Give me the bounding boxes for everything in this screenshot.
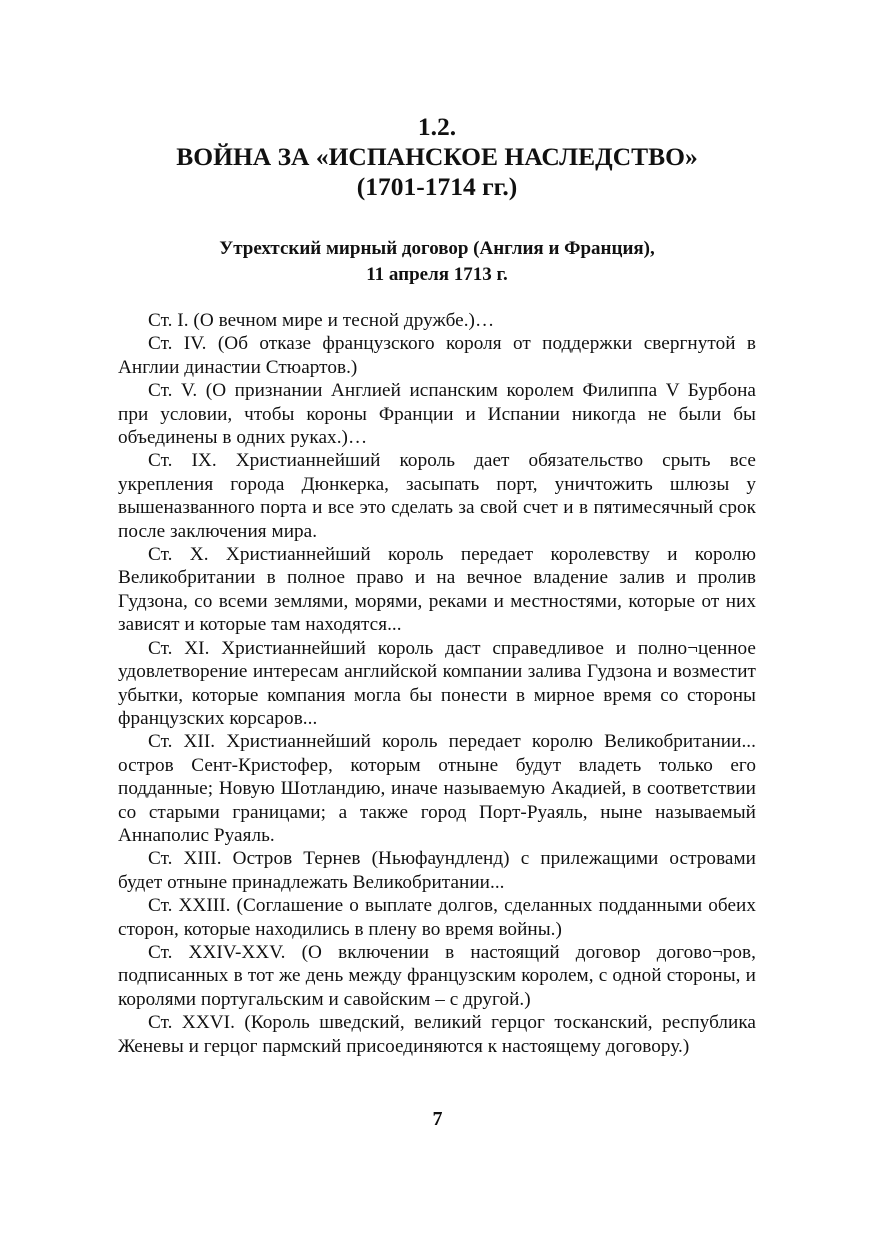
- article-paragraph: Ст. IV. (Об отказе французского короля от поддержки свергнутой в Англии династии Стюартов.): [118, 333, 756, 378]
- article-paragraph: Ст. XXIII. (Соглашение о выплате долгов, сделанных подданными обеих сторон, которые находились в плену во время войны.): [118, 895, 756, 940]
- article-paragraph: Ст. XXVI. (Король шведский, великий герцог тосканский, республика Женевы и герцог пармский присоединяются к настоящему договору.): [118, 1012, 756, 1057]
- article-paragraph: Ст. XII. Христианнейший король передает королю Великобритании... остров Сент-Кристофер, которым отныне будут владеть только его подданные; Новую Шотландию, иначе называемую Акадией, в соответствии со старыми границами; а также город Порт-Руаяль, ныне называемый Аннаполис Руаяль.: [118, 731, 756, 846]
- page-number: 7: [432, 1108, 443, 1130]
- section-title: ВОЙНА ЗА «ИСПАНСКОЕ НАСЛЕДСТВО»: [176, 142, 698, 171]
- article-paragraph: Ст. V. (О признании Англией испанским королем Филиппа V Бурбона при условии, чтобы короны Франции и Испании никогда не были бы объединены в одних руках.)…: [118, 380, 756, 449]
- document-title-line1: Утрехтский мирный договор (Англия и Франция),: [219, 238, 655, 259]
- section-dates: (1701-1714 гг.): [356, 172, 518, 201]
- document-body: [118, 309, 756, 1058]
- document-title: [118, 236, 756, 288]
- article-paragraph: Ст. IX. Христианнейший король дает обязательство срыть все укрепления города Дюнкерка, засыпать порт, уничтожить шлюзы у вышеназванного порта и все это сделать за свой счет и в пятимесячный срок после заключения мира.: [118, 450, 756, 542]
- page-content: [118, 112, 756, 1058]
- article-paragraph: Ст. XIII. Остров Тернев (Ньюфаундленд) с прилежащими островами будет отныне принадлежать Великобритании...: [118, 848, 756, 893]
- document-title-line2: 11 апреля 1713 г.: [366, 264, 508, 285]
- section-number: 1.2.: [417, 112, 457, 141]
- article-paragraph: Ст. X. Христианнейший король передает королевству и королю Великобритании в полное право и на вечное владение залив и пролив Гудзона, со всеми землями, морями, реками и местностями, которые от них зависят и которые там находятся...: [118, 544, 756, 636]
- article-paragraph: Ст. XXIV-XXV. (О включении в настоящий договор догово¬ров, подписанных в тот же день между французским королем, с одной стороны, и королями португальским и савойским – с другой.): [118, 941, 756, 1010]
- article-paragraph: Ст. XI. Христианнейший король даст справедливое и полно¬ценное удовлетворение интересам английской компании залива Гудзона и возместит убытки, которые компания могла бы понести в мирное время со стороны французских корсаров...: [118, 637, 756, 729]
- article-paragraph: Ст. I. (О вечном мире и тесной дружбе.)…: [148, 310, 495, 331]
